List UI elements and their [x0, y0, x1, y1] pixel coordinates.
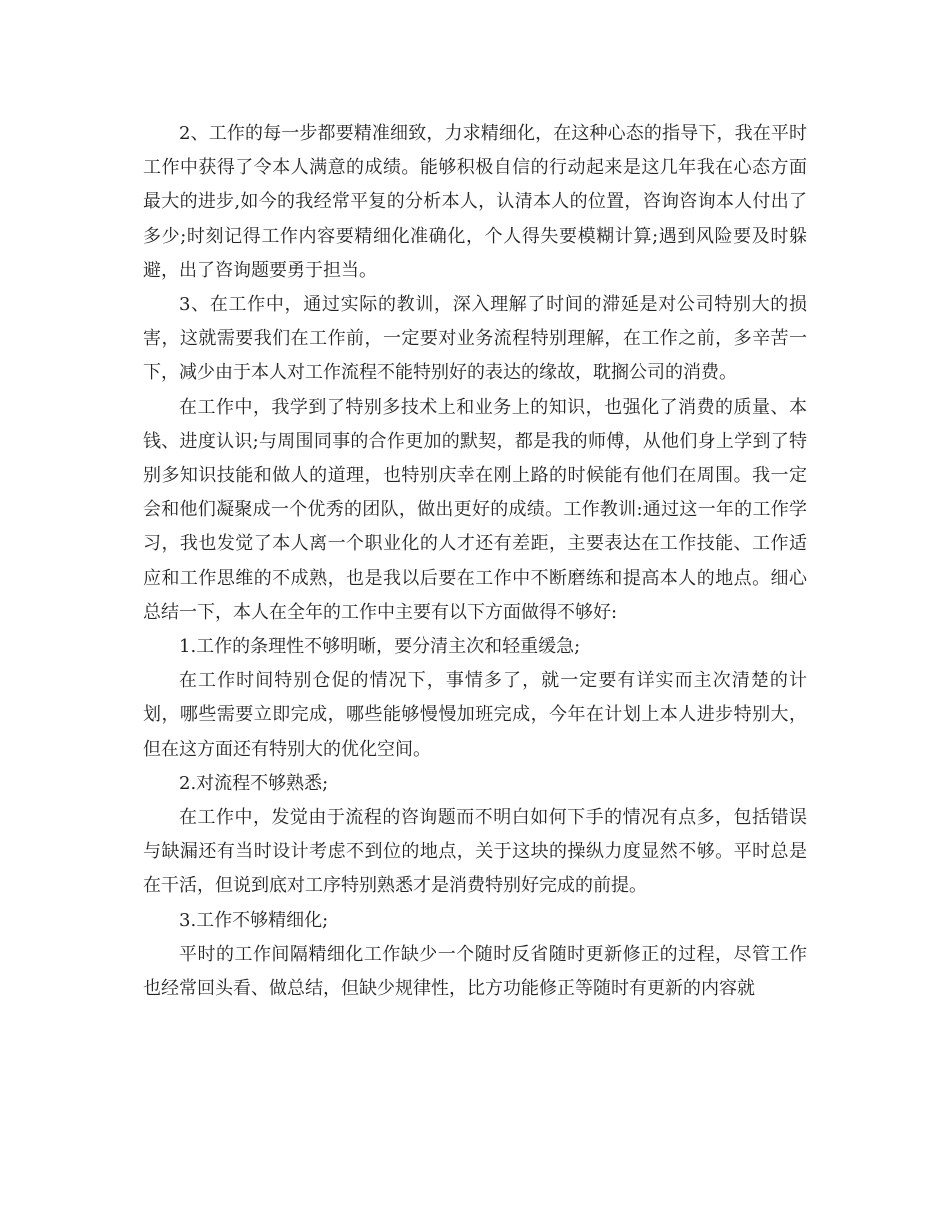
paragraph-work-precision: 2、工作的每一步都要精准细致，力求精细化，在这种心态的指导下，我在平时工作中获得了令本人满意的成绩。能够积极自信的行动起来是这几年我在心态方面最大的进步,如今的我经常平复的分析本人，认清本人的位置，咨询咨询本人付出了多少;时刻记得工作内容要精细化准确化，个人得失要模糊计算;遇到风险要及时躲避，出了咨询题要勇于担当。: [143, 123, 807, 281]
document-body: [143, 117, 807, 1006]
paragraph-time-delay-lesson: 3、在工作中，通过实际的教训，深入理解了时间的滞延是对公司特别大的损害，这就需要我们在工作前，一定要对业务流程特别理解，在工作之前，多辛苦一下，减少由于本人对工作流程不能特别好的表达的缘故，耽搁公司的消费。: [143, 294, 807, 384]
list-heading-3: 3.工作不够精细化;: [179, 909, 329, 931]
paragraph-process-familiarity: 在工作中，发觉由于流程的咨询题而不明白如何下手的情况有点多，包括错误与缺漏还有当时设计考虑不到位的地点，关于这块的操纵力度显然不够。平时总是在干活，但说到底对工序特别熟悉才是消费特别好完成的前提。: [143, 807, 807, 897]
paragraph-knowledge-gained: 在工作中，我学到了特别多技术上和业务上的知识，也强化了消费的质量、本钱、进度认识;与周围同事的合作更加的默契，都是我的师傅，从他们身上学到了特别多知识技能和做人的道理，也特别庆幸在刚上路的时候能有他们在周围。我一定会和他们凝聚成一个优秀的团队，做出更好的成绩。工作教训:通过这一年的工作学习，我也发觉了本人离一个职业化的人才还有差距，主要表达在工作技能、工作适应和工作思维的不成熟，也是我以后要在工作中不断磨练和提高本人的地点。细心总结一下，本人在全年的工作中主要有以下方面做得不够好:: [143, 396, 807, 623]
paragraph-refinement: 平时的工作间隔精细化工作缺少一个随时反省随时更新修正的过程，尽管工作也经常回头看、做总结，但缺少规律性，比方功能修正等随时有更新的内容就: [143, 943, 807, 1000]
list-heading-1: 1.工作的条理性不够明晰，要分清主次和轻重缓急;: [179, 636, 581, 658]
list-heading-2: 2.对流程不够熟悉;: [179, 772, 329, 794]
paragraph-planning: 在工作时间特别仓促的情况下，事情多了，就一定要有详实而主次清楚的计划，哪些需要立即完成，哪些能够慢慢加班完成，今年在计划上本人进步特别大，但在这方面还有特别大的优化空间。: [143, 670, 807, 760]
